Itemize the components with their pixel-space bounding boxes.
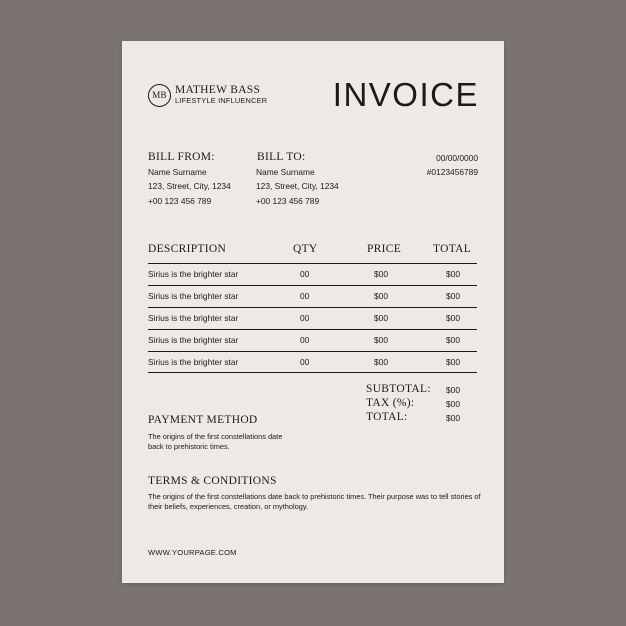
table-row	[148, 351, 477, 373]
website-url: WWW.YOURPAGE.COM	[148, 548, 237, 557]
row-total: $00	[446, 357, 460, 367]
invoice-page	[122, 41, 504, 583]
row-description: Sirius is the brighter star	[148, 291, 239, 301]
bill-from-address: 123, Street, City, 1234	[148, 181, 231, 191]
terms-text: The origins of the first constellations date back to prehistoric times. Their purpose was to tell stories of their beliefs, experiences, creation, or mythology.	[148, 492, 481, 511]
row-price: $00	[374, 269, 388, 279]
invoice-date: 00/00/0000	[436, 153, 478, 163]
tax-label: TAX (%):	[366, 397, 415, 409]
row-price: $00	[374, 313, 388, 323]
row-price: $00	[374, 291, 388, 301]
tax-value: $00	[446, 399, 460, 409]
subtotal-label: SUBTOTAL:	[366, 383, 431, 395]
brand-name: MATHEW BASS	[175, 84, 261, 96]
row-price: $00	[374, 335, 388, 345]
row-qty: 00	[300, 313, 310, 323]
total-value: $00	[446, 413, 460, 423]
row-qty: 00	[300, 291, 310, 301]
invoice-title: INVOICE	[332, 76, 479, 113]
table-row	[148, 307, 477, 329]
row-qty: 00	[300, 357, 310, 367]
bill-to-phone: +00 123 456 789	[256, 196, 320, 206]
payment-method-text: The origins of the first constellations date back to prehistoric times.	[148, 432, 283, 451]
total-label: TOTAL:	[366, 411, 408, 423]
invoice-number: #0123456789	[426, 167, 478, 177]
bill-to-name: Name Surname	[256, 167, 315, 177]
row-price: $00	[374, 357, 388, 367]
row-description: Sirius is the brighter star	[148, 335, 239, 345]
terms-heading: TERMS & CONDITIONS	[148, 475, 277, 487]
row-description: Sirius is the brighter star	[148, 313, 239, 323]
column-header-description: DESCRIPTION	[148, 243, 227, 255]
table-row	[148, 285, 477, 307]
column-header-price: PRICE	[367, 243, 402, 255]
row-total: $00	[446, 313, 460, 323]
column-header-qty: QTY	[293, 243, 318, 255]
bill-to-address: 123, Street, City, 1234	[256, 181, 339, 191]
row-total: $00	[446, 335, 460, 345]
row-description: Sirius is the brighter star	[148, 269, 239, 279]
row-total: $00	[446, 269, 460, 279]
brand-subtitle: LIFESTYLE INFLUENCER	[175, 96, 268, 105]
row-description: Sirius is the brighter star	[148, 357, 239, 367]
row-qty: 00	[300, 335, 310, 345]
bill-from-name: Name Surname	[148, 167, 207, 177]
bill-to-heading: BILL TO:	[257, 151, 306, 163]
table-row	[148, 263, 477, 285]
subtotal-value: $00	[446, 385, 460, 395]
bill-from-phone: +00 123 456 789	[148, 196, 212, 206]
row-qty: 00	[300, 269, 310, 279]
table-divider	[148, 372, 477, 373]
payment-method-heading: PAYMENT METHOD	[148, 414, 258, 426]
table-row	[148, 329, 477, 351]
bill-from-heading: BILL FROM:	[148, 151, 215, 163]
column-header-total: TOTAL	[433, 243, 472, 255]
logo-badge: MB	[148, 84, 171, 107]
row-total: $00	[446, 291, 460, 301]
